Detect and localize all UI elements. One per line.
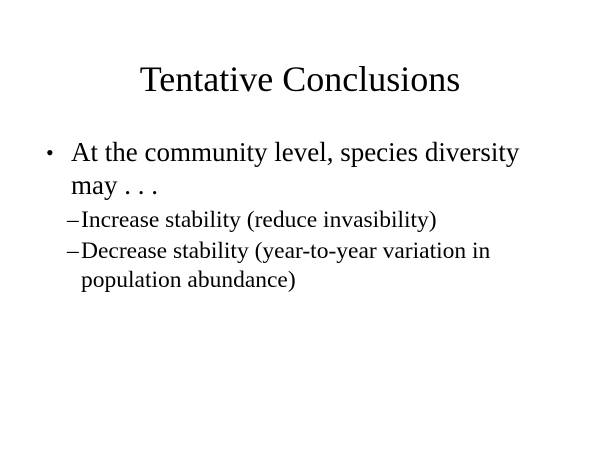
sub-bullet-item — [67, 206, 523, 236]
sub-bullet-item — [67, 237, 523, 296]
bullet-text: At the community level, species diversity may . . . — [71, 137, 520, 200]
dash-marker-icon: – — [67, 207, 79, 233]
dash-marker-icon: – — [67, 237, 79, 264]
bullet-marker-icon: • — [46, 140, 54, 165]
slide-body — [46, 136, 523, 296]
sub-bullet-text: Increase stability (reduce invasibility) — [81, 207, 437, 233]
bullet-item — [46, 136, 523, 202]
sub-bullet-text: Decrease stability (year-to-year variation in population abundance) — [81, 237, 491, 293]
slide-title: Tentative Conclusions — [139, 59, 461, 99]
